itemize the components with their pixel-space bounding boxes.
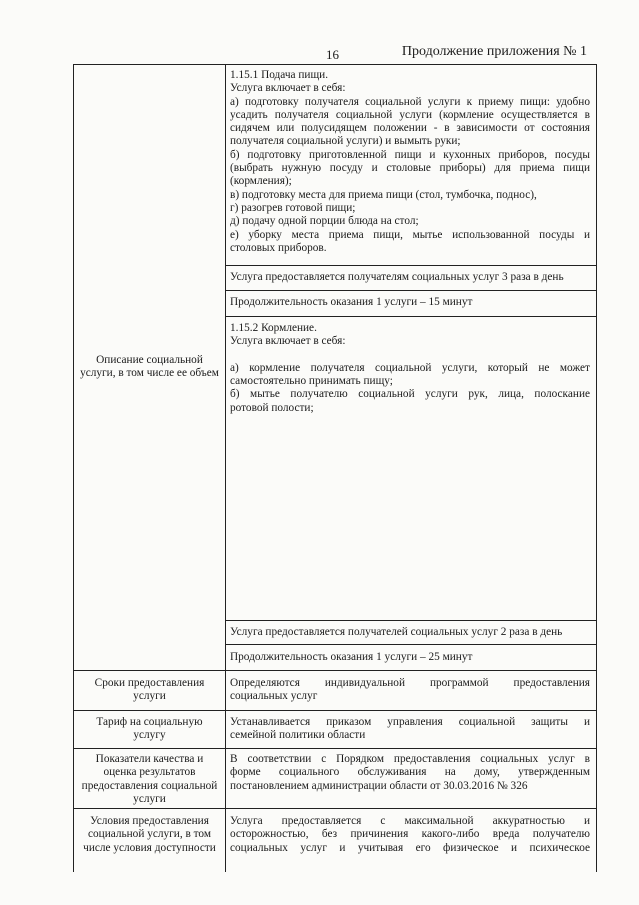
row-divider: [73, 710, 597, 711]
table-border-right: [596, 64, 597, 872]
row-divider: [73, 670, 597, 671]
row-divider: [225, 620, 597, 621]
row-divider: [225, 644, 597, 645]
conditions-label: Условия предоставления социальной услуги, в том числе условия доступности: [83, 815, 216, 854]
quality-label: Показатели качества и оценка результатов предоставления социальной услуги: [81, 753, 218, 805]
feeding-service-block: 1.15.1 Подача пищи. Услуга включает в себя: а) подготовку получателя социальной услуги к приему пищи: удобно усадить получателя социальной услуги (кормление осуществляется в сидячем или полусидящем положении - в зависимости от состояния получателя социальной услуги) и вымыть руки; б) подготовку приготовленной пищи и кухонных приборов, посуды (выбрать нужную посуду и столовые приборы) для приема пищи (кормления); в) подготовку места для приема пищи (стол, тумбочка, поднос), г) разогрев готовой пищи; д) подачу одной порции блюда на стол; е) уборку места приема пищи, мытье использованной посуды и столовых приборов.: [230, 69, 590, 254]
table-border-left: [73, 64, 74, 872]
nursing-duration: Продолжительность оказания 1 услуги – 25 минут: [230, 651, 473, 663]
feeding-includes: Услуга включает в себя:: [230, 82, 346, 95]
tariff-value: Устанавливается приказом управления социальной защиты и семейной политики области: [230, 716, 590, 742]
row-divider: [73, 748, 597, 749]
terms-label: Сроки предоставления услуги: [94, 677, 205, 703]
table-border-top: [73, 64, 597, 65]
description-label: Описание социальной услуги, в том числе ее объем: [80, 354, 219, 380]
row-divider: [225, 290, 597, 291]
page-number: 16: [326, 47, 339, 62]
nursing-title: 1.15.2 Кормление.: [230, 322, 317, 334]
terms-value: Определяются индивидуальной программой предоставления социальных услуг: [230, 677, 590, 703]
feeding-frequency: Услуга предоставляется получателям социальных услуг 3 раза в день: [230, 271, 564, 283]
conditions-value: Услуга предоставляется с максимальной аккуратностью и осторожностью, без причинения какого-либо вреда получателю социальных услуг и учитывая его физическое и психическое: [230, 815, 590, 854]
nursing-service-block: 1.15.2 Кормление. Услуга включает в себя: а) кормление получателя социальной услуги, который не может самостоятельно принимать пищу; б) мытье получателю социальной услуги рук, лица, полоскание ротовой полости;: [230, 322, 590, 414]
feeding-title: 1.15.1 Подача пищи.: [230, 69, 329, 81]
appendix-caption: Продолжение приложения № 1: [401, 44, 587, 59]
tariff-label: Тариф на социальную услугу: [96, 716, 203, 742]
row-divider: [225, 316, 597, 317]
feeding-duration: Продолжительность оказания 1 услуги – 15 минут: [230, 296, 473, 308]
nursing-frequency: Услуга предоставляется получателей социальных услуг 2 раза в день: [230, 626, 563, 638]
row-divider: [73, 808, 597, 809]
table-border-middle: [225, 64, 226, 872]
quality-value: В соответствии с Порядком предоставления социальных услуг в форме социального обслуживания на дому, утвержденным постановлением администрации области от 30.03.2016 № 326: [230, 753, 590, 792]
nursing-includes: Услуга включает в себя:: [230, 335, 346, 348]
row-divider: [225, 265, 597, 266]
